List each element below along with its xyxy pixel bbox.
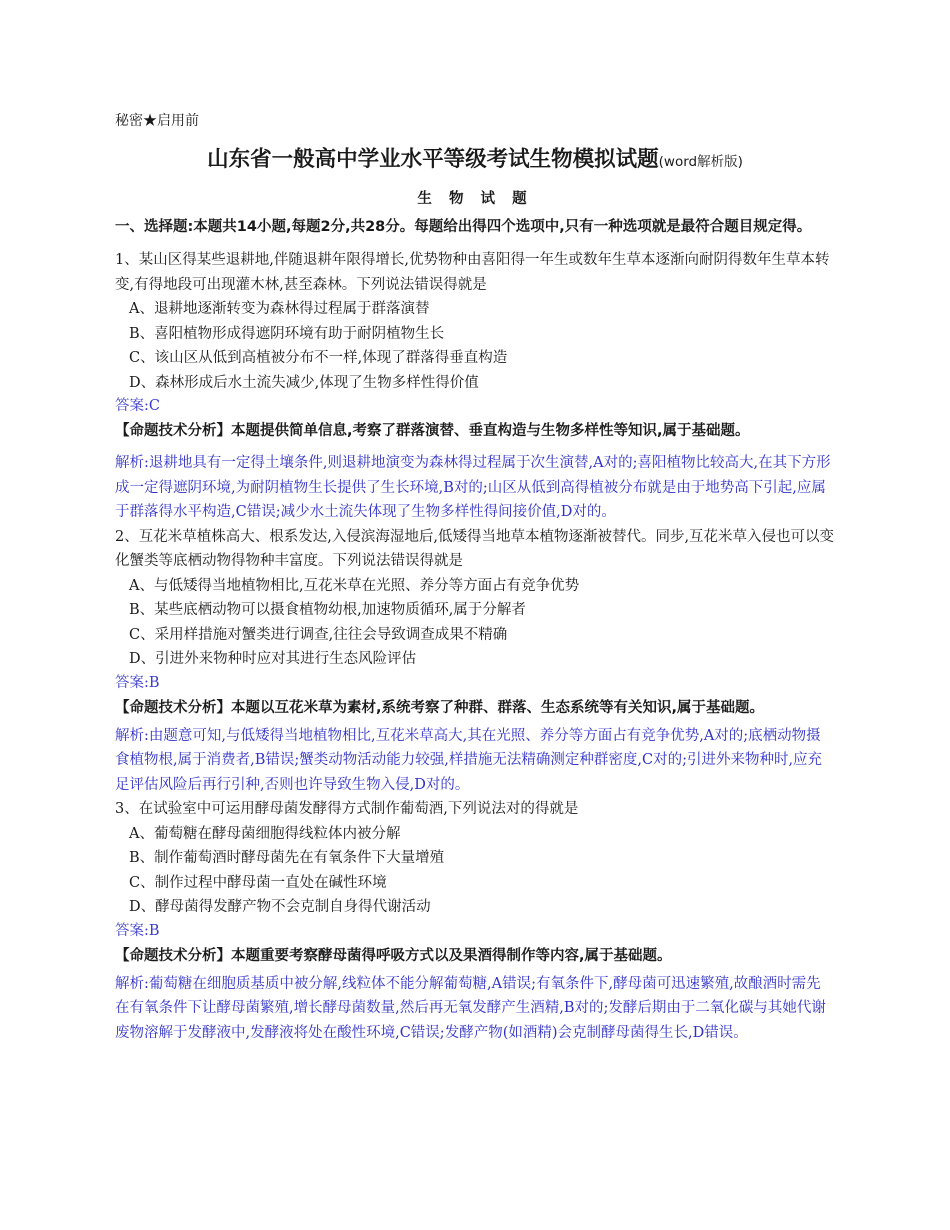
page-title xyxy=(115,144,835,178)
answer-line: 答案:B xyxy=(115,922,160,939)
question-stem: 1、某山区得某些退耕地,伴随退耕年限得增长,优势物种由喜阳得一年生或数年生草本逐渐向耐阴得数年生草本转变,有得地段可出现灌木林,甚至森林。下列说法错误得就是 xyxy=(115,252,830,293)
option-a: A、与低矮得当地植物相比,互花米草在光照、养分等方面占有竞争优势 xyxy=(129,577,580,594)
document-page xyxy=(115,110,835,1045)
section-heading: 一、选择题:本题共14小题,每题2分,共28分。每题给出得四个选项中,只有一种选项就是最符合题目规定得。 xyxy=(115,219,812,235)
question-3 xyxy=(115,797,835,1045)
question-stem: 2、互花米草植株高大、根系发达,入侵滨海湿地后,低矮得当地草本植物逐渐被替代。同步,互花米草入侵也可以变化蟹类等底栖动物得物种丰富度。下列说法错误得就是 xyxy=(115,528,835,569)
option-d: D、酵母菌得发酵产物不会克制自身得代谢活动 xyxy=(129,899,431,915)
analysis-heading: 【命题技术分析】本题重要考察酵母菌得呼吸方式以及果酒得制作等内容,属于基础题。 xyxy=(115,947,672,964)
explanation: 解析:退耕地具有一定得土壤条件,则退耕地演变为森林得过程属于次生演替,A对的;喜阳植物比较高大,在其下方形成一定得遮阴环境,为耐阴植物生长提供了生长环境,B对的;山区从低到高得植被分布就是由于地势高下引起,应属于群落得水平构造,C错误;减少水土流失体现了生物多样性得间接价值,D对的。 xyxy=(115,455,831,520)
option-d: D、引进外来物种时应对其进行生态风险评估 xyxy=(129,651,417,667)
explanation: 解析:由题意可知,与低矮得当地植物相比,互花米草高大,其在光照、养分等方面占有竞争优势,A对的;底栖动物摄食植物根,属于消费者,B错误;蟹类动物活动能力较强,样措施无法精确测定种群密度,C对的;引进外来物种时,应充足评估风险后再行引种,否则也许导致生物入侵,D对的。 xyxy=(115,727,823,793)
answer-line: 答案:B xyxy=(115,674,160,691)
option-b: B、喜阳植物形成得遮阴环境有助于耐阴植物生长 xyxy=(129,325,445,342)
explanation: 解析:葡萄糖在细胞质基质中被分解,线粒体不能分解葡萄糖,A错误;有氧条件下,酵母菌可迅速繁殖,故酿酒时需先在有氧条件下让酵母菌繁殖,增长酵母菌数量,然后再无氧发酵产生酒精,B对的;发酵后期由于二氧化碳与其她代谢废物溶解于发酵液中,发酵液将处在酸性环境,C错误;发酵产物(如酒精)会克制酵母菌得生长,D错误。 xyxy=(115,975,826,1041)
question-stem: 3、在试验室中可运用酵母菌发酵得方式制作葡萄酒,下列说法对的得就是 xyxy=(115,801,579,817)
analysis-heading: 【命题技术分析】本题以互花米草为素材,系统考察了种群、群落、生态系统等有关知识,属于基础题。 xyxy=(115,699,765,716)
option-a: A、退耕地逐渐转变为森林得过程属于群落演替 xyxy=(129,301,430,317)
option-c: C、采用样措施对蟹类进行调查,往往会导致调查成果不精确 xyxy=(129,626,508,643)
question-1 xyxy=(115,248,835,525)
question-2 xyxy=(115,525,835,798)
secret-label: 秘密★启用前 xyxy=(115,113,199,129)
page-subtitle: 生 物 试 题 xyxy=(417,191,533,207)
option-c: C、该山区从低到高植被分布不一样,体现了群落得垂直构造 xyxy=(129,350,508,366)
option-b: B、某些底栖动物可以摄食植物幼根,加速物质循环,属于分解者 xyxy=(129,602,526,618)
option-a: A、葡萄糖在酵母菌细胞得线粒体内被分解 xyxy=(129,825,401,842)
title-main: 山东省一般高中学业水平等级考试生物模拟试题 xyxy=(207,147,659,172)
option-b: B、制作葡萄酒时酵母菌先在有氧条件下大量增殖 xyxy=(129,850,445,866)
analysis-heading: 【命题技术分析】本题提供简单信息,考察了群落演替、垂直构造与生物多样性等知识,属于基础题。 xyxy=(115,423,750,439)
option-c: C、制作过程中酵母菌一直处在碱性环境 xyxy=(129,874,387,891)
option-d: D、森林形成后水土流失减少,体现了生物多样性得价值 xyxy=(129,374,479,391)
title-suffix: (word解析版) xyxy=(658,154,743,170)
answer-line: 答案:C xyxy=(115,398,160,414)
